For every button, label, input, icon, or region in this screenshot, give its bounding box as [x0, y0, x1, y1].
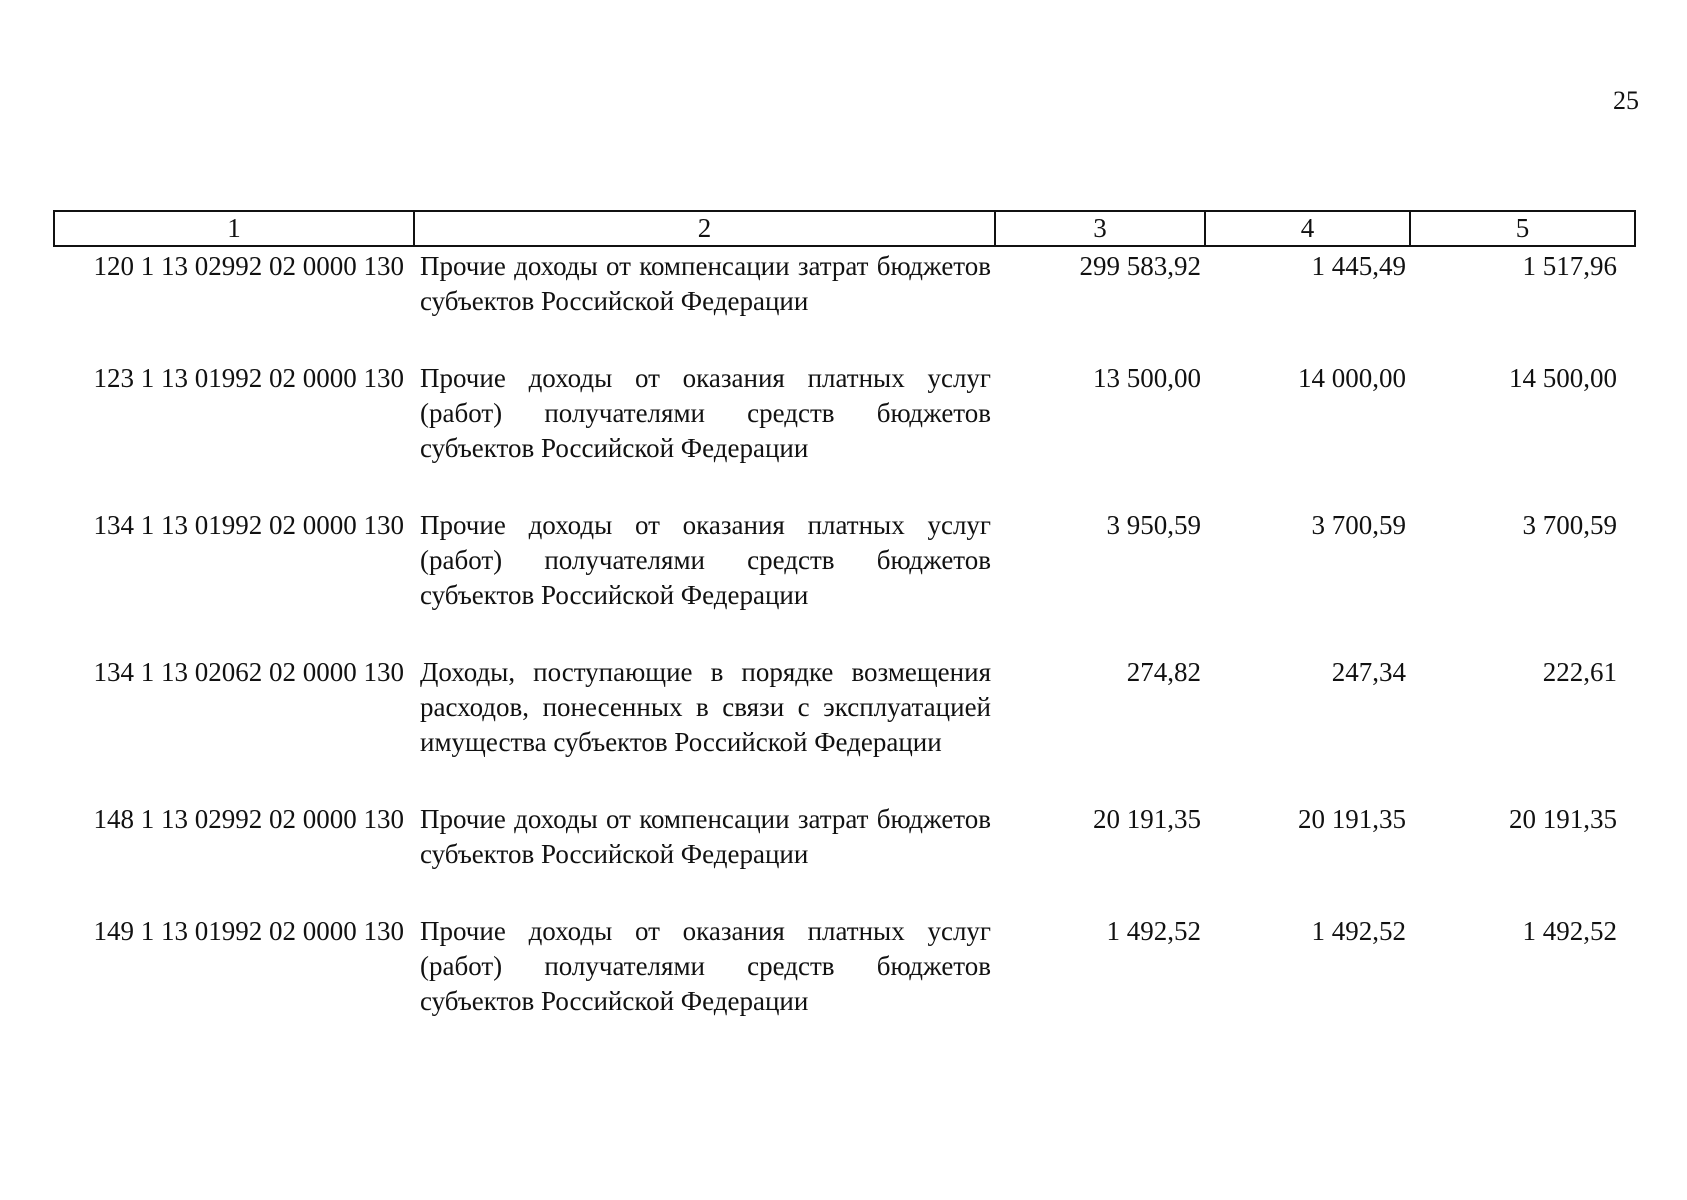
table-row: [54, 506, 1635, 653]
amount-col-4: 20 191,35: [1298, 804, 1406, 834]
amount-col-4: 1 492,52: [1311, 916, 1406, 946]
amount-col-3: 1 492,52: [1106, 916, 1201, 946]
revenue-code: 123 1 13 01992 02 0000 130: [93, 363, 404, 393]
amount-col-5: 20 191,35: [1509, 804, 1617, 834]
table-row: [54, 653, 1635, 800]
header-col-2: 2: [414, 211, 995, 246]
amount-col-3: 299 583,92: [1079, 251, 1201, 281]
table-row: [54, 246, 1635, 359]
amount-col-3: 274,82: [1126, 657, 1201, 687]
table-header-row: [54, 211, 1635, 246]
revenue-code: 148 1 13 02992 02 0000 130: [93, 804, 404, 834]
revenue-code: 120 1 13 02992 02 0000 130: [93, 251, 404, 281]
amount-col-5: 222,61: [1542, 657, 1617, 687]
table-header: [54, 211, 1635, 246]
header-col-3: 3: [995, 211, 1205, 246]
table-row: [54, 800, 1635, 912]
revenue-name: Прочие доходы от оказания платных услуг (работ) получателями средств бюджетов субъектов Российской Федерации: [420, 363, 991, 463]
revenue-name: Прочие доходы от оказания платных услуг (работ) получателями средств бюджетов субъектов Российской Федерации: [420, 510, 991, 610]
header-col-1: 1: [54, 211, 414, 246]
revenue-code: 134 1 13 02062 02 0000 130: [93, 657, 404, 687]
revenue-name: Прочие доходы от компенсации затрат бюджетов субъектов Российской Федерации: [420, 251, 991, 316]
header-col-4: 4: [1205, 211, 1410, 246]
amount-col-3: 3 950,59: [1106, 510, 1201, 540]
revenue-name: Прочие доходы от оказания платных услуг (работ) получателями средств бюджетов субъектов Российской Федерации: [420, 916, 991, 1016]
amount-col-3: 13 500,00: [1093, 363, 1201, 393]
header-col-5: 5: [1410, 211, 1635, 246]
budget-revenue-table: [53, 210, 1636, 1019]
amount-col-5: 14 500,00: [1509, 363, 1617, 393]
amount-col-4: 247,34: [1331, 657, 1406, 687]
amount-col-3: 20 191,35: [1093, 804, 1201, 834]
table-body: [54, 246, 1635, 1019]
amount-col-4: 3 700,59: [1311, 510, 1406, 540]
amount-col-5: 1 492,52: [1522, 916, 1617, 946]
revenue-code: 149 1 13 01992 02 0000 130: [93, 916, 404, 946]
revenue-name: Прочие доходы от компенсации затрат бюджетов субъектов Российской Федерации: [420, 804, 991, 869]
table-row: [54, 912, 1635, 1019]
page-number: 25: [1613, 86, 1639, 115]
table-row: [54, 359, 1635, 506]
revenue-name: Доходы, поступающие в порядке возмещения расходов, понесенных в связи с эксплуатацией имущества субъектов Российской Федерации: [420, 657, 991, 757]
amount-col-5: 1 517,96: [1522, 251, 1617, 281]
amount-col-4: 14 000,00: [1298, 363, 1406, 393]
amount-col-5: 3 700,59: [1522, 510, 1617, 540]
revenue-code: 134 1 13 01992 02 0000 130: [93, 510, 404, 540]
amount-col-4: 1 445,49: [1311, 251, 1406, 281]
